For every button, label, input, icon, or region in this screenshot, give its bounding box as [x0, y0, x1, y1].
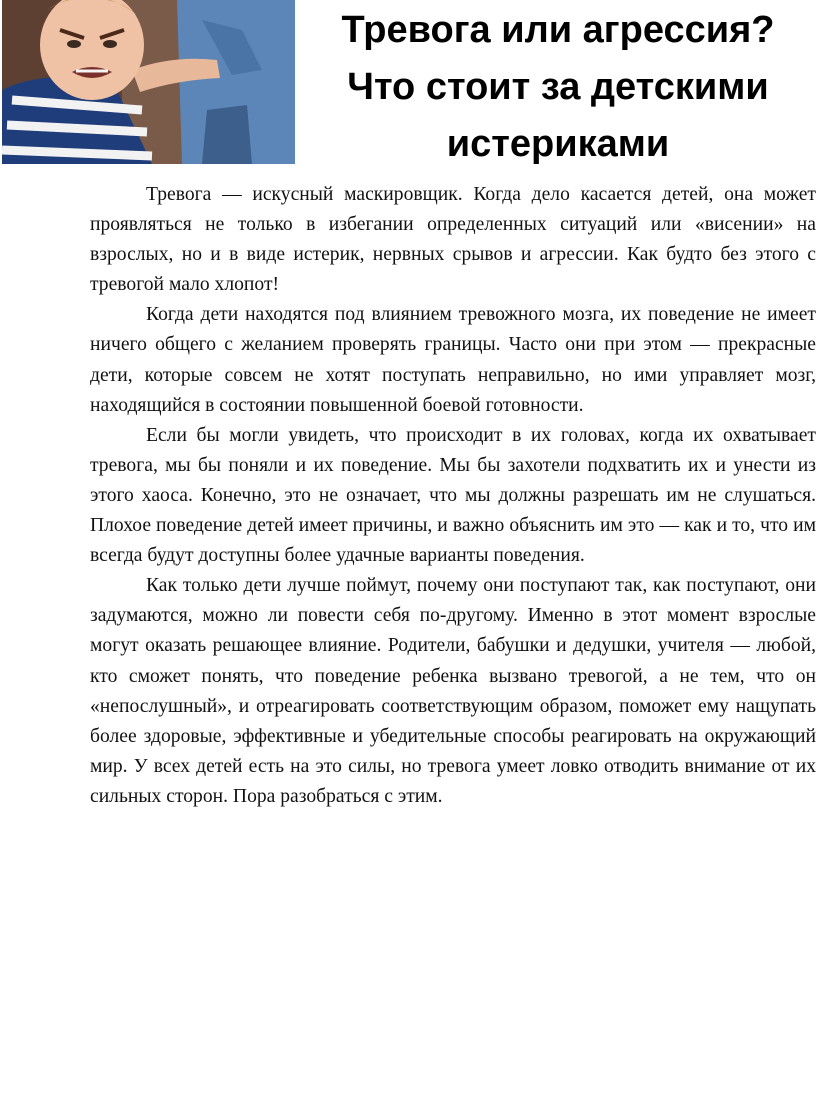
paragraph-1: Тревога — искусный маскировщик. Когда дело касается детей, она может проявляться не только в избегании определенных ситуаций или «висении» на взрослых, но и в виде истерик, нервных срывов и агрессии. Как будто без этого с тревогой мало хлопот! — [90, 184, 816, 296]
paragraph-4: Как только дети лучше поймут, почему они поступают так, как поступают, они задумаются, можно ли повести себя по-другому. Именно в этот момент взрослые могут оказать решающее влияние. Родители, бабушки и дедушки, учителя — любой, кто сможет понять, что поведение ребенка вызвано тревогой, а не тем, что он «непослушный», и отреагировать соответствующим образом, поможет ему нащупать более здоровые, эффективные и убедительные способы реагировать на окружающий мир. У всех детей есть на это силы, но тревога умеет ловко отводить внимание от их сильных сторон. Пора разобраться с этим. — [90, 575, 816, 807]
title-line-1: Тревога или агрессия? — [341, 9, 775, 51]
paragraph-3: Если бы могли увидеть, что происходит в их головах, когда их охватывает тревога, мы бы поняли и их поведение. Мы бы захотели подхватить их и унести из этого хаоса. Конечно, это не означает, что мы должны разрешать им не слушаться. Плохое поведение детей имеет причины, и важно объяснить им это — как и то, что им всегда будут доступны более удачные варианты поведения. — [90, 424, 816, 567]
angry-child-photo — [2, 0, 295, 164]
article-body — [90, 180, 816, 812]
photo-illustration — [2, 0, 295, 164]
paragraph-2: Когда дети находятся под влиянием тревожного мозга, их поведение не имеет ничего общего с желанием проверять границы. Часто они при этом — прекрасные дети, которые совсем не хотят поступать неправильно, но ими управляет мозг, находящийся в состоянии повышенной боевой готовности. — [90, 304, 816, 416]
title-line-3: истериками — [446, 123, 670, 165]
article-title — [300, 2, 816, 173]
title-line-2: Что стоит за детскими — [347, 66, 769, 108]
